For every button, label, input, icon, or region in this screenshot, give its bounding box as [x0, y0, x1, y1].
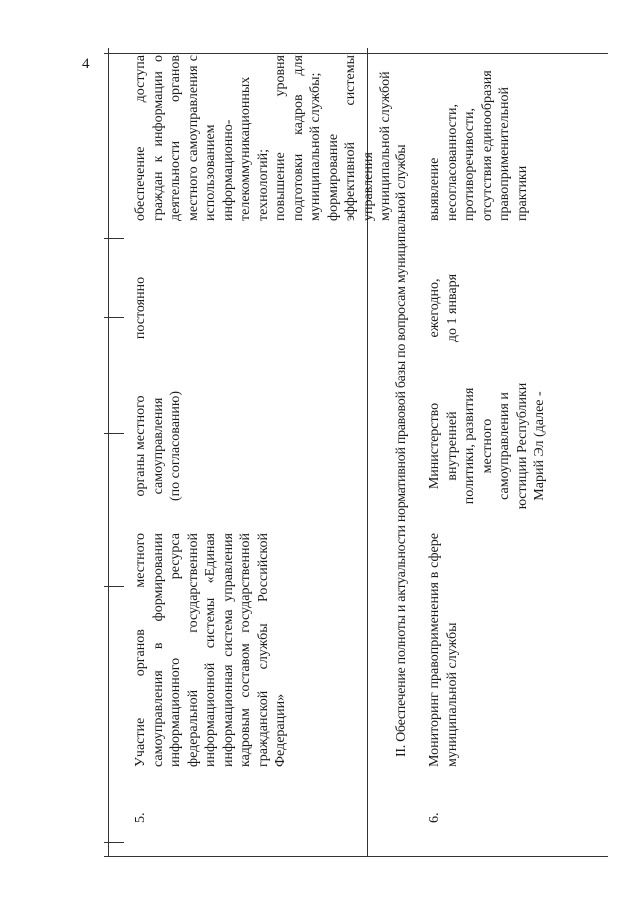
table-left-border: [104, 856, 608, 857]
page-number: 4: [82, 56, 90, 72]
table-row-5-number: 5.: [133, 812, 148, 823]
table-row-6-term: ежегодно, до 1 января: [427, 273, 460, 343]
table-row-6-executor: Министерство внутренней политики, развития местного самоуправления и юстиции Республики Марий Эл (далее -: [427, 382, 547, 510]
column-divider: [104, 586, 124, 587]
section-heading: II. Обеспечение полноты и актуальности нормативной правовой базы по вопросам муниципальной службы: [394, 144, 409, 757]
column-divider: [104, 238, 124, 239]
table-row-6-event: Мониторинг правоприменения в сфере муниципальной службы: [427, 533, 460, 767]
table-row-5-result: обеспечение доступа граждан к информации о деятельности органов местного самоуправления с использованием информационно-телекоммуникационных технологий; повышение уровня подготовки кадров для муниципальной службы; формирование эффективной системы управления муниципальной службой: [133, 55, 393, 221]
column-divider: [104, 317, 124, 318]
rotated-table: [104, 48, 608, 857]
table-right-border: [104, 53, 608, 54]
table-row-6-result: выявление несогласованности, противоречивости, отсутствия единообразия правоприменительной практики: [427, 70, 530, 221]
table-row-5-executor: органы местного самоуправления (по согласованию): [133, 390, 183, 502]
column-divider: [104, 433, 124, 434]
table-row-6-number: 6.: [427, 812, 442, 823]
table-row-5-event: Участие органов местного самоуправления в формировании информационного ресурса федеральной государственной информационной системы «Единая информационная система управления кадровым составом государственной гражданской службы Российской Федерации»: [133, 533, 288, 767]
column-divider: [104, 842, 124, 843]
table-top-border: [108, 48, 109, 857]
table-row-5-term: постоянно: [133, 276, 148, 340]
